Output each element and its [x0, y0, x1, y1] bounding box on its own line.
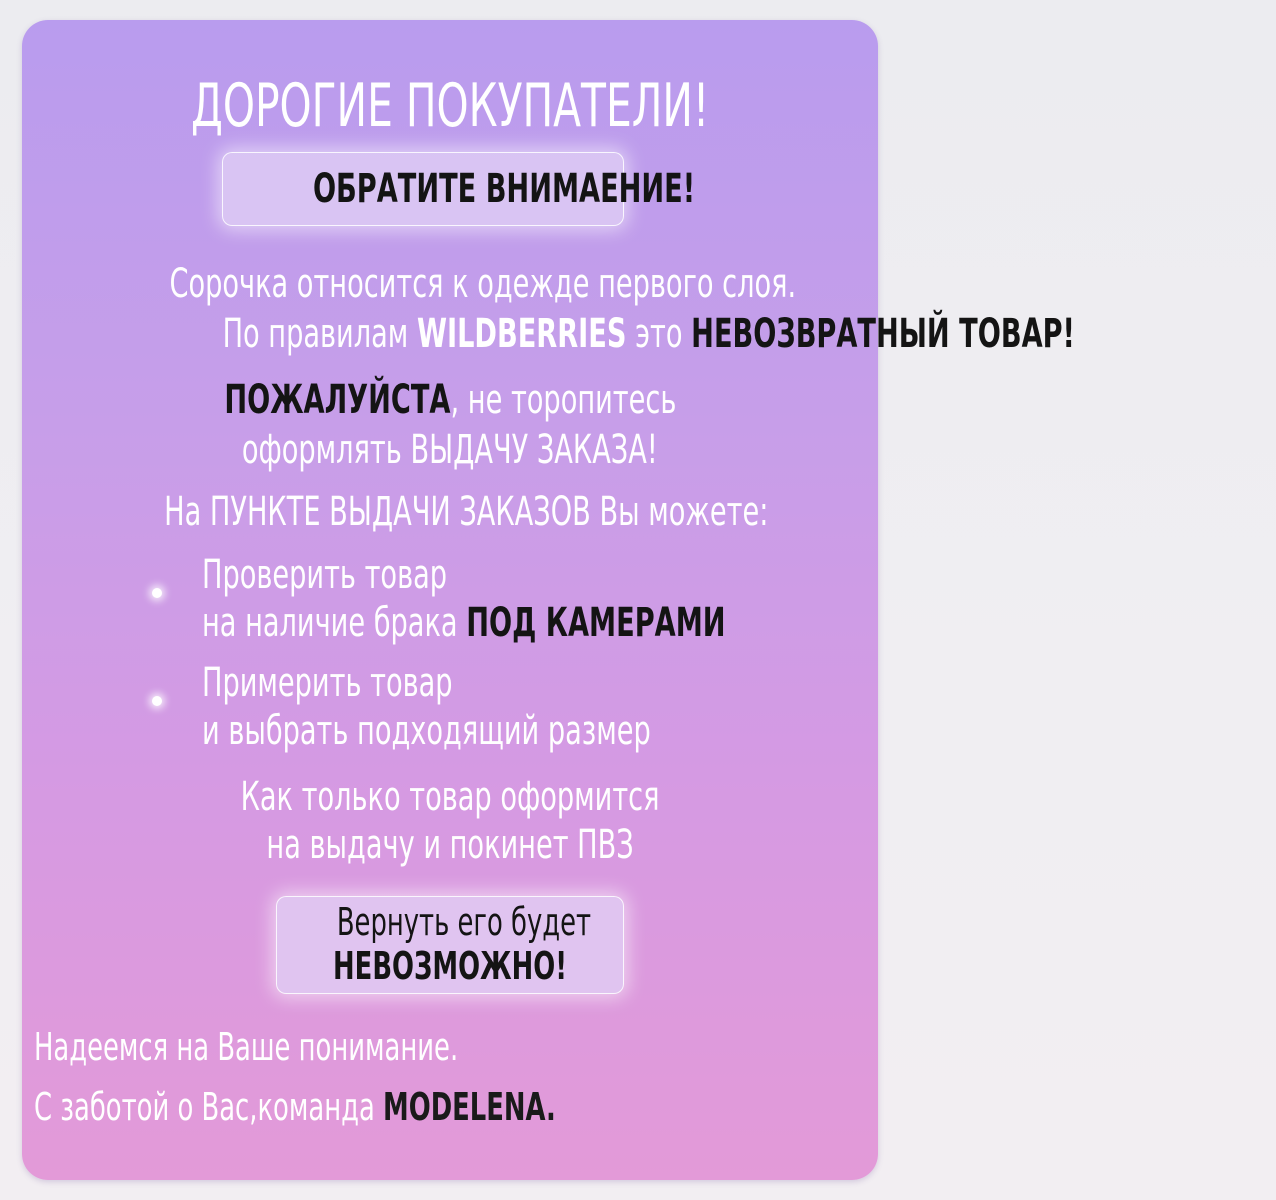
hope-text: Надеемся на Ваше понимание. [34, 1025, 459, 1069]
care-text [34, 1082, 556, 1132]
pvz-intro-text: На ПУНКТЕ ВЫДАЧИ ЗАКАЗОВ Вы можете: [164, 489, 769, 535]
bullet-1-line-2 [202, 598, 972, 648]
please-line-2 [22, 424, 878, 476]
please-line [22, 374, 878, 426]
bullet-2-line-1 [202, 658, 570, 708]
once-text-2: на выдачу и покинет ПВЗ [266, 822, 634, 868]
hope-line [0, 1022, 658, 1072]
rules-line [22, 308, 1075, 360]
bullet-2-text-1: Примерить товар [202, 660, 453, 706]
bullet-1-text-2 [202, 598, 726, 648]
please-text [224, 374, 676, 426]
rules-text [223, 308, 1075, 360]
once-line-1 [22, 772, 878, 822]
please-rest: , не торопитесь [450, 377, 677, 423]
pvz-intro [22, 486, 878, 538]
return-line-2 [277, 943, 623, 989]
please-line-2-text: оформлять ВЫДАЧУ ЗАКАЗА! [242, 427, 658, 473]
once-line-2 [22, 820, 878, 870]
return-text-1: Вернуть его будет [336, 900, 592, 944]
title-text: ДОРОГИЕ ПОКУПАТЕЛИ! [190, 71, 710, 141]
return-box [276, 896, 624, 994]
return-text-2: НЕВОЗМОЖНО! [332, 944, 567, 988]
bullet-2-line-2 [202, 706, 862, 756]
bullet-dot-icon [152, 696, 162, 706]
page-title [22, 64, 878, 148]
under-cameras-label: ПОД КАМЕРАМИ [466, 600, 726, 646]
bullet-1-line-1 [202, 550, 562, 600]
brand-logo: MODELENA. [383, 1085, 556, 1129]
once-text-1: Как только товар оформится [240, 774, 660, 820]
bullet-dot-icon [152, 588, 162, 598]
return-line-1 [277, 899, 623, 945]
rules-middle: это [626, 311, 692, 357]
first-layer-text: Сорочка относится к одежде первого слоя. [169, 261, 797, 307]
care-line [34, 1082, 801, 1132]
bullet-1-text-1: Проверить товар [202, 552, 448, 598]
first-layer-line [22, 258, 878, 310]
bullet-2-text-2: и выбрать подходящий размер [202, 708, 651, 754]
attention-label [223, 161, 696, 217]
bullet-1-prefix: на наличие брака [202, 600, 467, 646]
non-returnable-label: НЕВОЗВРАТНЫЙ ТОВАР! [691, 311, 1075, 357]
rules-prefix: По правилам [222, 311, 417, 357]
attention-box [222, 152, 696, 226]
care-prefix: С заботой о Вас,команда [34, 1085, 375, 1129]
attention-text: ОБРАТИТЕ ВНИМАЕНИЕ! [312, 166, 696, 212]
notice-card [22, 20, 1075, 1180]
please-bold: ПОЖАЛУЙСТА [223, 377, 451, 423]
brand-name: WILDBERRIES [416, 311, 627, 357]
